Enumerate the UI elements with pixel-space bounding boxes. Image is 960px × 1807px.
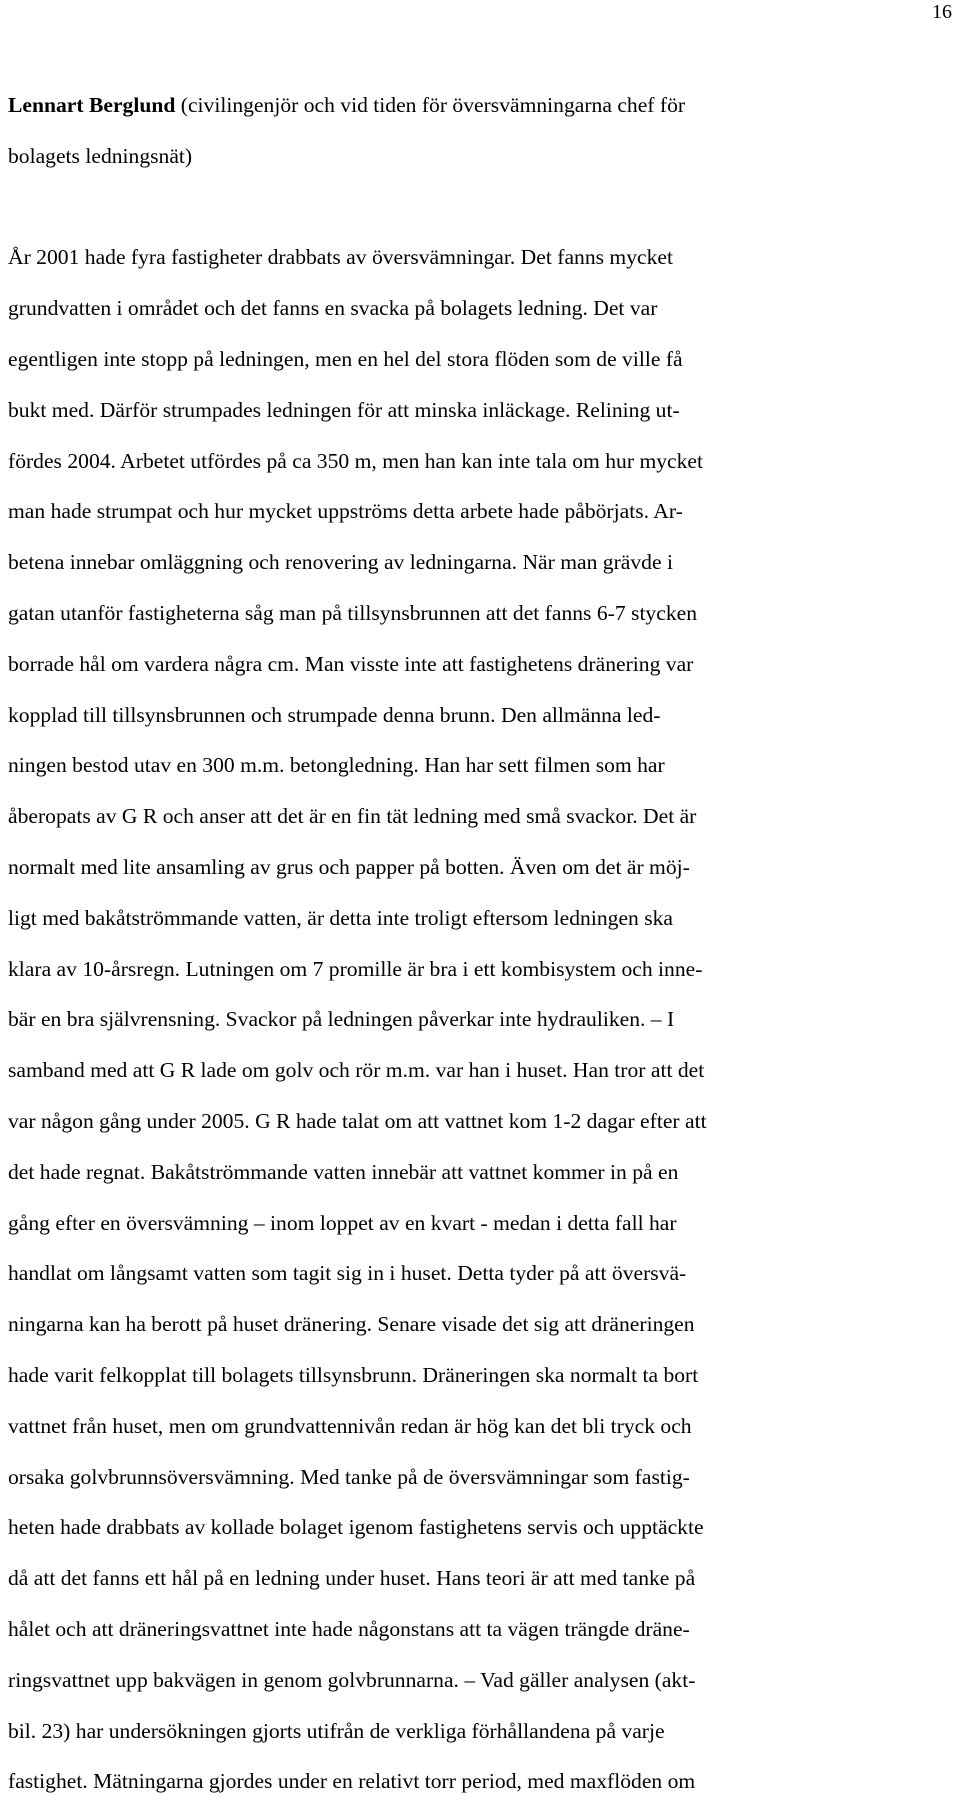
text-line: grundvatten i området och det fanns en svacka på bolagets ledning. Det var (8, 296, 658, 321)
text-line: då att det fanns ett hål på en ledning under huset. Hans teori är att med tanke på (8, 1566, 696, 1591)
text-line: ligt med bakåtströmmande vatten, är detta inte troligt eftersom ledningen ska (8, 905, 674, 930)
text-line: det hade regnat. Bakåtströmmande vatten innebär att vattnet kommer in på en (8, 1159, 679, 1184)
text-line: hålet och att dräneringsvattnet inte hade någonstans att ta vägen trängde dräne- (8, 1616, 690, 1641)
heading-line-1 (8, 80, 956, 131)
text-line: ningen bestod utav en 300 m.m. betongledning. Han har sett filmen som har (8, 753, 665, 778)
body-paragraph (8, 232, 956, 1807)
text-line: bär en bra självrensning. Svackor på ledningen påverkar inte hydrauliken. – I (8, 1007, 675, 1032)
text-line: heten hade drabbats av kollade bolaget igenom fastighetens servis och upptäckte (8, 1515, 704, 1540)
text-line: fördes 2004. Arbetet utfördes på ca 350 m, men han kan inte tala om hur mycket (8, 448, 703, 473)
text-line: klara av 10-årsregn. Lutningen om 7 promille är bra i ett kombisystem och inne- (8, 956, 703, 981)
text-line: vattnet från huset, men om grundvattennivån redan är hög kan det bli tryck och (8, 1413, 692, 1438)
text-line: ningarna kan ha berott på huset dränering. Senare visade det sig att dräneringen (8, 1312, 695, 1337)
text-line: handlat om långsamt vatten som tagit sig in i huset. Detta tyder på att översvä- (8, 1261, 687, 1286)
paragraph-spacer (8, 182, 956, 233)
text-line: ringsvattnet upp bakvägen in genom golvbrunnarna. – Vad gäller analysen (akt- (8, 1667, 696, 1692)
text-line: kopplad till tillsynsbrunnen och strumpade denna brunn. Den allmänna led- (8, 702, 661, 727)
text-line: borrade hål om vardera några cm. Man visste inte att fastighetens dränering var (8, 651, 694, 676)
text-line: normalt med lite ansamling av grus och papper på botten. Även om det är möj- (8, 854, 690, 879)
page-number: 16 (932, 1, 952, 23)
speaker-title: (civilingenjör och vid tiden för översvämningarna chef för (175, 93, 686, 117)
text-line: var någon gång under 2005. G R hade talat om att vattnet kom 1-2 dagar efter att (8, 1108, 707, 1133)
speaker-name: Lennart Berglund (8, 93, 176, 117)
text-line: man hade strumpat och hur mycket uppströms detta arbete hade påbörjats. Ar- (8, 499, 683, 524)
heading-line-2: bolagets ledningsnät) (8, 143, 193, 168)
text-line: samband med att G R lade om golv och rör m.m. var han i huset. Han tror att det (8, 1058, 705, 1083)
text-line: orsaka golvbrunnsöversvämning. Med tanke på de översvämningar som fastig- (8, 1464, 690, 1489)
text-line: År 2001 hade fyra fastigheter drabbats av översvämningar. Det fanns mycket (8, 245, 673, 270)
text-line: gatan utanför fastigheterna såg man på tillsynsbrunnen att det fanns 6-7 stycken (8, 600, 697, 625)
text-line: egentligen inte stopp på ledningen, men en hel del stora flöden som de ville få (8, 346, 683, 371)
text-line: gång efter en översvämning – inom loppet av en kvart - medan i detta fall har (8, 1210, 677, 1235)
text-line: bil. 23) har undersökningen gjorts utifrån de verkliga förhållandena på varje (8, 1718, 665, 1743)
text-line: bukt med. Därför strumpades ledningen för att minska inläckage. Relining ut- (8, 397, 680, 422)
document-body (8, 80, 956, 1807)
text-line: åberopats av G R och anser att det är en fin tät ledning med små svackor. Det är (8, 804, 697, 829)
text-line: betena innebar omläggning och renovering av ledningarna. När man grävde i (8, 550, 673, 575)
text-line: hade varit felkopplat till bolagets tillsynsbrunn. Dräneringen ska normalt ta bort (8, 1362, 699, 1387)
text-line: fastighet. Mätningarna gjordes under en relativt torr period, med maxflöden om (8, 1769, 696, 1794)
